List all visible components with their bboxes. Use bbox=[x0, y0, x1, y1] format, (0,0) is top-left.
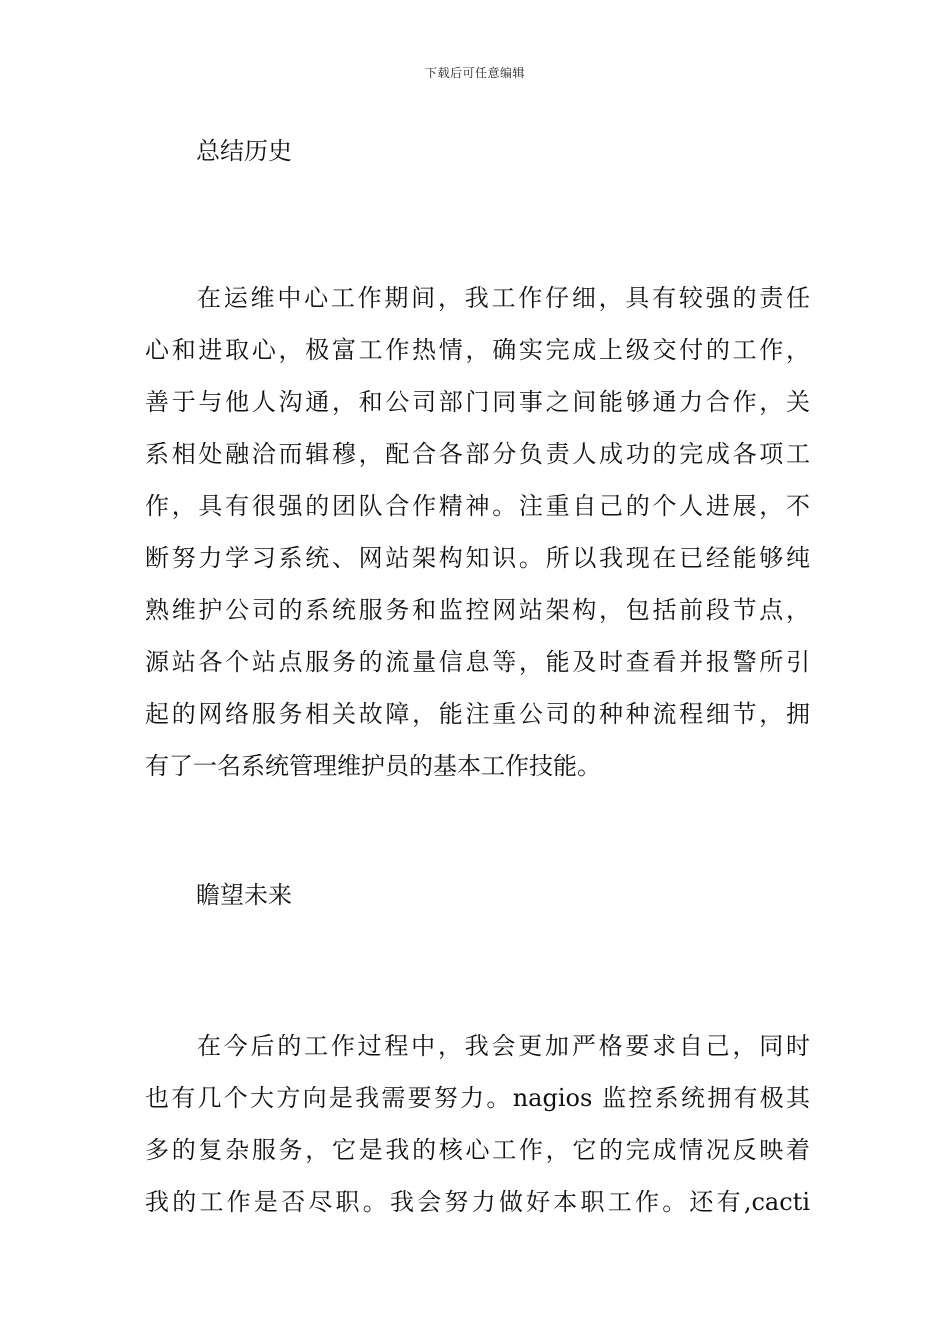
paragraph-line: 有了一名系统管理维护员的基本工作技能。 bbox=[145, 752, 601, 780]
paragraph-line: 在今后的工作过程中，我会更加严格要求自己，同时 bbox=[197, 1032, 810, 1060]
section-heading-future: 瞻望未来 bbox=[196, 881, 292, 909]
paragraph-line: 熟维护公司的系统服务和监控网站架构，包括前段节点， bbox=[145, 596, 810, 624]
paragraph-line: 心和进取心，极富工作热情，确实完成上级交付的工作， bbox=[145, 336, 810, 364]
paragraph-line: 系相处融洽而辑穆，配合各部分负责人成功的完成各项工 bbox=[145, 440, 810, 468]
paragraph-line: 源站各个站点服务的流量信息等，能及时查看并报警所引 bbox=[145, 648, 810, 676]
section-heading-history: 总结历史 bbox=[196, 137, 292, 165]
page-header: 下载后可任意编辑 bbox=[424, 66, 525, 80]
paragraph-line: 善于与他人沟通，和公司部门同事之间能够通力合作，关 bbox=[145, 388, 810, 416]
paragraph-line: 在运维中心工作期间，我工作仔细，具有较强的责任 bbox=[197, 284, 810, 312]
paragraph-line: 断努力学习系统、网站架构知识。所以我现在已经能够纯 bbox=[145, 544, 810, 572]
paragraph-future bbox=[145, 1020, 810, 1228]
paragraph-line: 作，具有很强的团队合作精神。注重自己的个人进展，不 bbox=[145, 492, 810, 520]
paragraph-line: 多的复杂服务，它是我的核心工作，它的完成情况反映着 bbox=[145, 1136, 810, 1164]
paragraph-line: 我的工作是否尽职。我会努力做好本职工作。还有,cacti bbox=[145, 1188, 810, 1216]
paragraph-line: 起的网络服务相关故障，能注重公司的种种流程细节，拥 bbox=[145, 700, 810, 728]
paragraph-line: 也有几个大方向是我需要努力。nagios 监控系统拥有极其 bbox=[145, 1084, 810, 1112]
paragraph-history bbox=[145, 272, 810, 792]
